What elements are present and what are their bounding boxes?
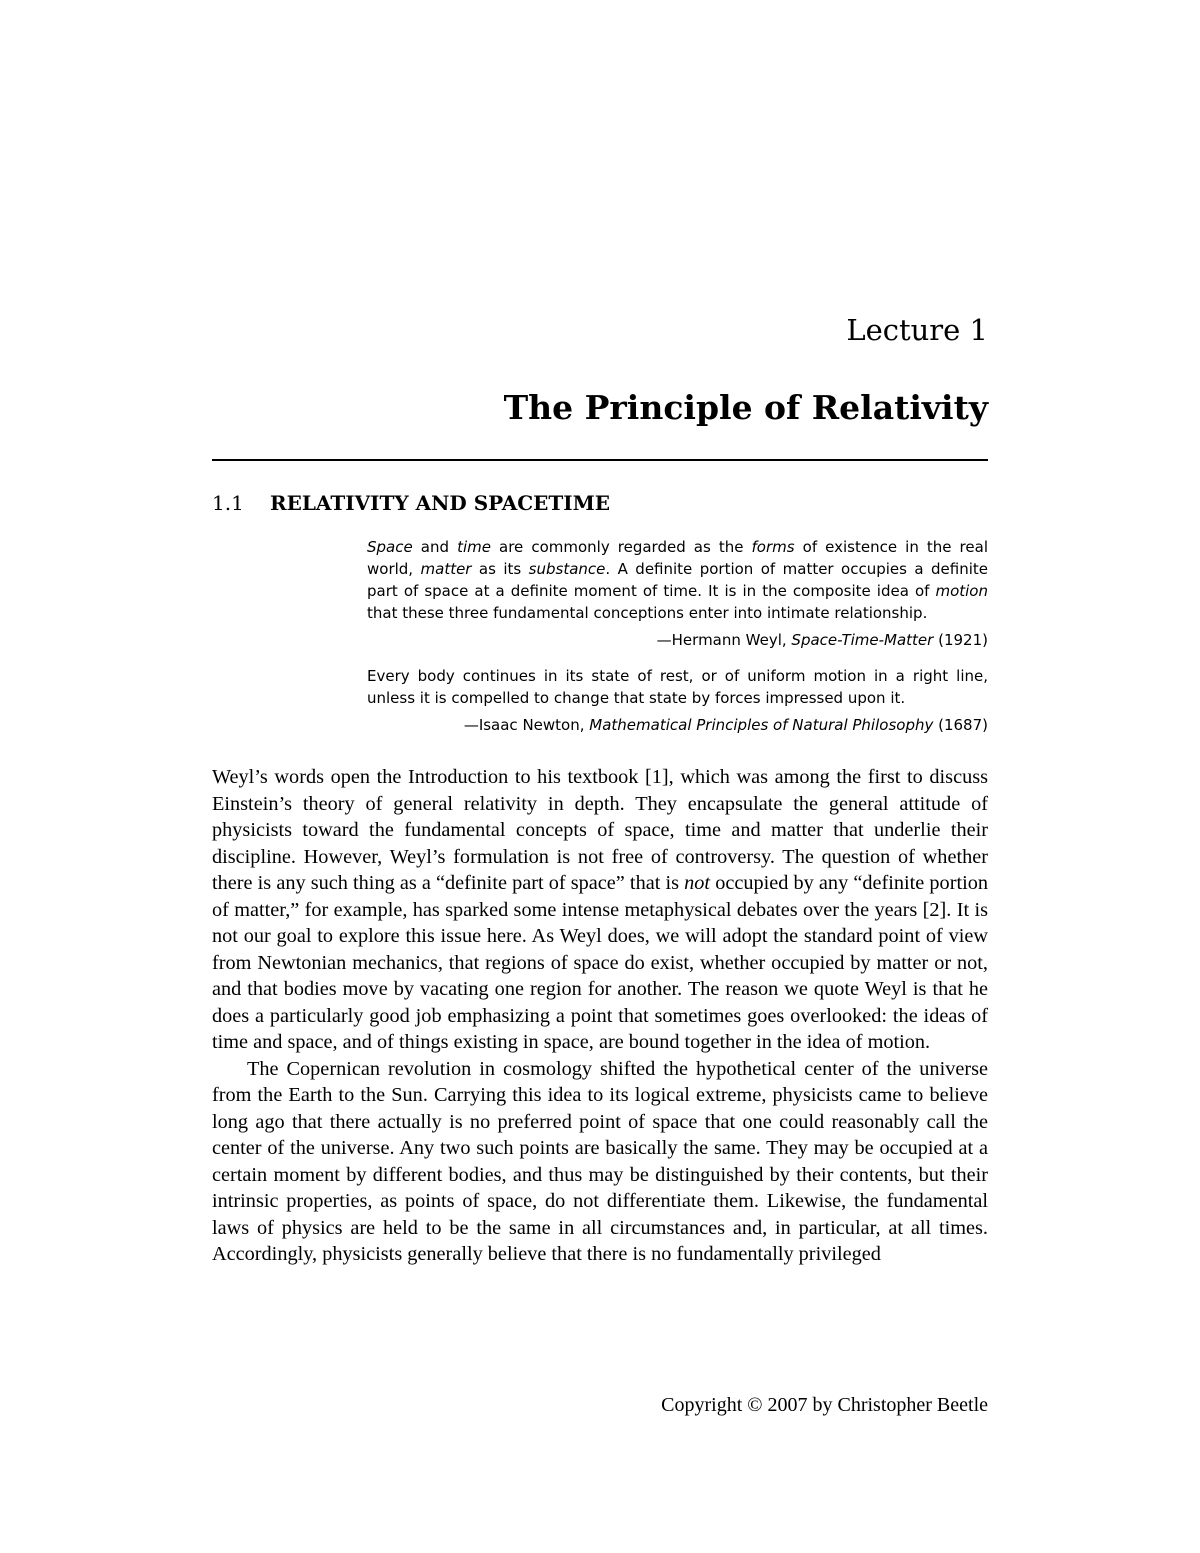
section-heading [212, 489, 988, 517]
epigraph-weyl [367, 536, 988, 651]
epigraph-emphasis: time [457, 538, 491, 556]
footer-copyright: Copyright © 2007 by Christopher Beetle [661, 1394, 988, 1416]
epigraph-newton-text: Every body continues in its state of rest, or of uniform motion in a right line, unless it is compelled to change that state by forces impressed upon it. [367, 667, 988, 707]
epigraph-emphasis: matter [420, 560, 472, 578]
epigraph-emphasis: Space [367, 538, 413, 556]
body-paragraph-1: Weyl’s words open the Introduction to his textbook [1], which was among the first to discuss Einstein’s theory of general relativity in depth. They encapsulate the general attitude of physicists toward the fundamental concepts of space, time and matter that underlie their discipline. However, Weyl’s formulation is not free of controversy. The question of whether there is any such thing as a “definite part of space” that is not occupied by any “definite portion of matter,” for example, has sparked some intense metaphysical debates over the years [2]. It is not our goal to explore this issue here. As Weyl does, we will adopt the standard point of view from Newtonian mechanics, that regions of space do exist, whether occupied by matter or not, and that bodies move by vacating one region for another. The reason we quote Weyl is that he does a particularly good job emphasizing a point that sometimes goes overlooked: the ideas of time and space, and of things existing in space, are bound together in the idea of motion. [212, 766, 989, 1053]
body-emphasis: not [684, 872, 711, 894]
epigraph-emphasis: motion [935, 582, 988, 600]
chapter-title: The Principle of Relativity [503, 388, 988, 427]
epigraph-emphasis: forms [751, 538, 795, 556]
section-number: 1.1 [212, 491, 244, 515]
epigraph-weyl-attribution: —Hermann Weyl, Space-Time-Matter (1921) [656, 631, 988, 649]
epigraph-newton [367, 665, 988, 736]
lecture-label: Lecture 1 [846, 313, 988, 347]
epigraph-work-title: Mathematical Principles of Natural Philosophy [589, 716, 934, 734]
body-text [212, 764, 988, 1268]
epigraph-emphasis: substance [528, 560, 606, 578]
epigraph-newton-attribution: —Isaac Newton, Mathematical Principles of Natural Philosophy (1687) [463, 716, 988, 734]
title-rule [212, 459, 988, 461]
section-title: RELATIVITY AND SPACETIME [270, 491, 611, 515]
epigraphs [367, 536, 988, 736]
epigraph-weyl-text: Space and time are commonly regarded as the forms of existence in the real world, matter as its substance. A definite portion of matter occupies a definite part of space at a definite moment of time. It is in the composite idea of motion that these three fundamental conceptions enter into intimate relationship. [367, 538, 988, 622]
body-paragraph-2: The Copernican revolution in cosmology shifted the hypothetical center of the universe from the Earth to the Sun. Carrying this idea to its logical extreme, physicists came to believe long ago that there actually is no preferred point of space that one could reasonably call the center of the universe. Any two such points are basically the same. They may be occupied at a certain moment by different bodies, and thus may be distinguished by their contents, but their intrinsic properties, as points of space, do not differentiate them. Likewise, the fundamental laws of physics are held to be the same in all circumstances and, in particular, at all times. Accordingly, physicists generally believe that there is no fundamentally privileged [212, 1057, 988, 1265]
epigraph-work-title: Space-Time-Matter [791, 631, 934, 649]
